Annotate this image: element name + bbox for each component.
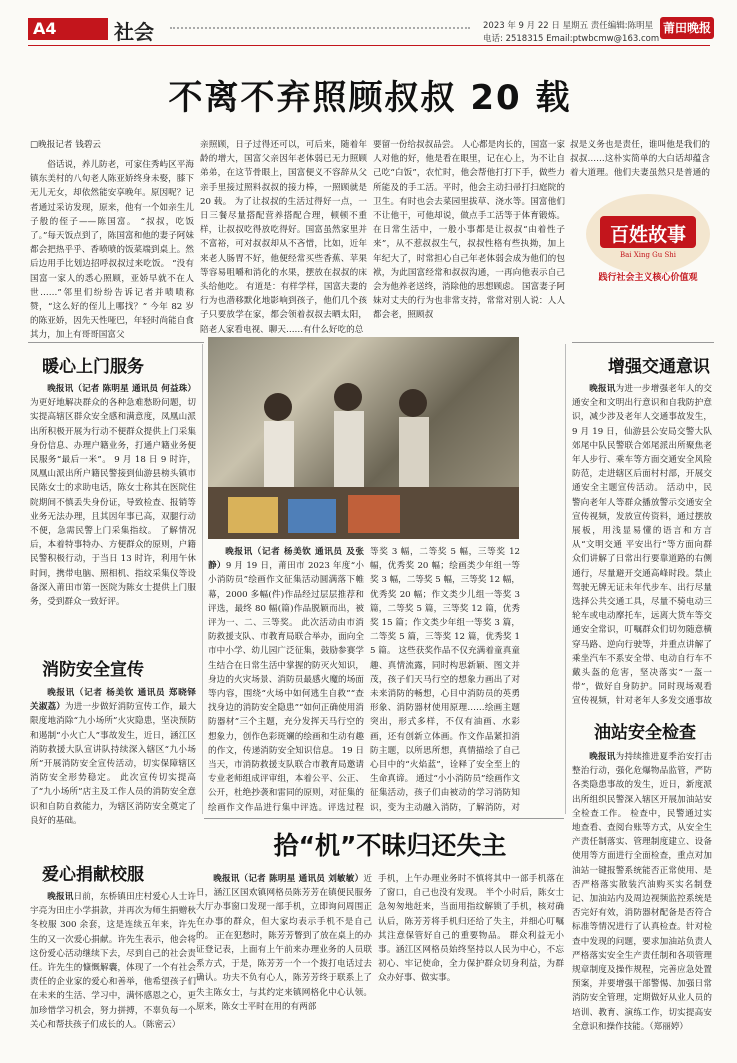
badge-title: 百姓故事 <box>609 224 686 246</box>
brief-title: 增强交通意识 <box>608 357 710 377</box>
brief-byline: 晚报讯（记者 杨美钦 通讯员 郑晓铎 关淑荔） <box>30 688 196 713</box>
brief-title: 爱心捐献校服 <box>42 865 144 885</box>
main-col-3: 要留一份给叔叔品尝。 人心都是肉长的，国富一家人对他的好，他是看在眼里，记在心上，为不让自己吃“白饭”，农忙时，他会帮他打打下手，做些力所能及的手工活。平时，他会主动扫帚打扫庭院的卫生。有时也会去菜园里拔草、浇水等。国富他们不让他干，可他却说，做点手工活等于体育锻炼。 在日常生活中，一般小事都是让叔叔“由着性子来”，从不惹叔叔生气，叔叔性格有些执拗，加上年纪大了，时常担心自己年老体弱会成为他们的包袱，为此国富经常和叔叔沟通，一再向他表示自己会为他养老送终，消除他的思想顾虑。 国富妻子阿妹对丈夫的行为也非常支持，常常对别人说：人人都会老，照顾叔 <box>373 140 565 321</box>
date: 2023 年 9 月 22 日 <box>483 21 560 31</box>
story-body: 近日，涵江区国欢镇网格员陈芳芳在镇便民服务大厅办事窗口发现一部手机，立即询问周围正在办事的群众，但大家均表示手机不是自己的。 正在犯愁时，陈芳芳瞥到了放在桌上的办证登记表，上面有上午前来办理业务的人员联系方式，于是，陈芳芳一个一个拨打电话过去确认。功夫不负有心人，陈芳芳终于联系上了失主陈女士，与其约定来镇网格化中心认领。原来，陈女士平时在用的有两部 <box>196 874 372 1012</box>
divider <box>28 342 204 343</box>
badge-slogan: 践行社会主义核心价值观 <box>598 273 698 283</box>
brief-body: 为更好地解决群众的各种急难愁盼问题，切实提高辖区群众安全感和满意度，凤凰山派出所积极开展为行动不便群众提供上门采集身份信息、办理户籍业务，打通户籍业务便民服务“最后一米”。 9 月 18 日 9 时许，凤凰山派出所户籍民警接到仙游县榜头镇市民陈女士的求助电话，陈女士称其在医院住院期间不慎丢失身份证，导致检查、报销等业务无法办理，且其因年事已高，双腿行动不便，急需民警上门采集指纹。 了解情况后，本着特事特办、方便群众的原则，户籍民警积极行动，于当日 13 时许，利用午休时间，携带电脑、照相机、指纹采集仪等设备深入莆田市第一医院为陈女士提供上门服务，受到群众一致好评。 <box>30 398 196 608</box>
brief-author: （郑丽婷） <box>649 1021 689 1032</box>
email: Email:ptwbcmw@163.com <box>546 34 660 44</box>
brief-title: 消防安全宣传 <box>42 660 144 680</box>
main-byline: □晚报记者 钱碧云 <box>30 140 102 150</box>
brief-body: 为进一步增强老年人的交通安全和文明出行意识和自我防护意识，减少涉及老年人交通事故发生，9 月 19 日，仙游县公安局交警大队郊尾中队民警联合郊尾派出所聚焦老年人步行、乘车等方面交通安全风险防范，走进辖区后面村村部，开展交通安全主题宣传活动。 活动中，民警向老年人等群众播放警示交通安全宣传视频，发放宣传资料，通过摆放展板，用浅显易懂的语言和方言从“文明交通 平安出行”等方面向群众们讲解了日常出行要靠道路的右侧通行，尽量避开交通高峰时段。禁止驾驶无牌无证未年代步车、出行尽量选择公共交通工具，尽量不骑电动三轮车或电动摩托车，远离大货车等交通安全常识，叮嘱群众们切勿随意横穿马路、逆向行驶等，并重点讲解了乘坐汽车不系安全带、电动自行车不戴头盔的危害，坚决落实“一盔一带”，做好自身防护。同时现场观看宣传视频，针对老年人多发交通事故 <box>572 384 712 707</box>
feature-byline: 晚报讯（记者 杨美钦 通讯员 及张静） <box>208 547 364 572</box>
news-photo <box>208 337 519 539</box>
masthead-info <box>483 19 653 31</box>
brief-text <box>30 890 196 1048</box>
story-text-1 <box>196 872 372 1054</box>
brief-body: 为持续推进夏季治安打击整治行动，强化危爆物品监管，严防各类隐患事故的发生，近日，新度派出所组织民警深入辖区开展加油站安全检查工作。 检查中，民警通过实地查看、查阅台账等方式，从安全生产责任制落实、管理制度建立、设备使用等方面进行全面检查，重点对加油站一键报警系统能否正常使用、是否严格落实散装汽油购买实名制登记、加油站内及周边视频监控系统是否完好有效，消防器材配备是否符合标准等情况进行了认真检查。针对检查中发现的问题，要求加油站负责人严格落实安全生产责任制和各项管理规章制度及操作规程，完善应急处置预案，并要增强干部警惕、加强日常消防安全管理，定期做好从业人员的培训、教育、演练工作，切实提高安全意识和操作技能。 <box>572 752 712 1032</box>
brief-title: 暖心上门服务 <box>42 357 144 377</box>
page-number: A4 <box>28 18 108 40</box>
brief-byline: 晚报讯 <box>589 752 616 762</box>
masthead <box>0 0 737 56</box>
brief-title: 油站安全检查 <box>594 723 696 743</box>
brief-text <box>30 686 196 846</box>
story-headline: 拾“机”不昧归还失主 <box>273 831 507 860</box>
feature-text-2: 等奖 3 幅，二等奖 5 幅，三等奖 12 幅，优秀奖 20 幅；绘画类少年组一等奖 3 幅，二等奖 5 幅，三等奖 12 幅，优秀奖 20 幅；作文类少儿组一等奖 3 篇，二等奖 5 篇，三等奖 12 篇，优秀奖 15 篇；作文类少年组一等奖 3 篇，二等奖 5 篇，三等奖 12 篇，优秀奖 15 篇。 这些获奖作品不仅充满着童真童趣、真情流露，同时构思新颖、图文并茂，孩子们天马行空的想象力画出了对未来消防的畅想，心目中消防员的英勇形象、消防器材使用原理……绘画主题突出，形式多样，不仅有油画、水彩画，还有创新立体画。作文作品紧扣消防主题，以所思所想，真情描绘了自己心目中的“火焰蓝”，诠释了安全至上的生命真谛。 通过“小小消防员”绘画作文征集活动，孩子们由被动的学习消防知识，变为主动融入消防，了解消防，对 <box>370 547 520 813</box>
brief-text <box>572 750 712 1050</box>
brief-byline: 晚报讯 <box>589 384 616 394</box>
masthead-rule <box>28 45 710 46</box>
column-rule <box>202 344 203 814</box>
story-byline: 晚报讯（记者 陈明星 通讯员 刘敏敏） <box>213 874 364 884</box>
divider <box>204 818 564 819</box>
badge-pinyin: Bai Xing Gu Shi <box>619 251 677 259</box>
divider <box>572 342 714 343</box>
section-name: 社会 <box>114 20 154 44</box>
brief-text <box>30 382 196 650</box>
column-badge <box>578 172 718 300</box>
weekday: 星期五 <box>562 21 589 31</box>
main-headline: 不离不弃照顾叔叔 20 载 <box>168 78 572 118</box>
feature-body: 9 月 19 日，莆田市 2023 年度“小小消防员”绘画作文征集活动圆满落下帷幕，2000 多幅(件)作品经过层层推荐和评选，最终 80 幅(篇)作品脱颖而出，被评为一、二、三等奖。 此次活动由市消防救援支队、市教育局联合举办，面向全市中小学、幼儿园广泛征集，鼓励参赛学生结合在日常生活中掌握的防灭火知识，身边的火灾场景、消防员最感火魔的场面等内容，围绕“火场中如何逃生自救”“查找身边的消防安全隐患”“如何正确使用消防器材”三个主题，充分发挥天马行空的想象力，创作色彩斑斓的绘画和生动有趣的作文，传递消防安全知识信息。 19 日当天，市消防救援支队联合市教育局邀请专业老师组成评审组，本着公平、公正、公开，杜绝抄袭和雷同的原则，对征集的绘画作文作品进行集中评选。评选过程 <box>208 561 364 813</box>
phone: 电话: 2518315 <box>483 34 544 44</box>
divider <box>170 27 470 29</box>
feature-text-1 <box>208 545 364 815</box>
editor: 责任编辑:陈明星 <box>590 21 654 31</box>
main-col-1: 俗话说，养儿防老，可家住秀屿区平海镇东美村的八旬老人陈亚娇终身未娶，膝下无儿无女，却依然能安享晚年。原因呢？记者通过采访发现，原来，他有一个如亲生儿子般的侄子——陈国富。 “叔叔，吃饭了。”每天饭点到了，陈国富和他的妻子阿妹都会把热乎乎、香喷喷的饭菜端到桌上。然后边用手比划边招呼叔叔过来吃饭。 “没有国富一家人的悉心照顾，亚娇早就不在人世……”邻里们纷纷告诉记者并啧啧称赞，“这么好的侄儿上哪找？” 今年 82 岁的陈亚娇，因先天性哑巴，年轻时尚能自食其力，加上有哥哥国富父 <box>30 160 194 341</box>
column-rule <box>565 344 566 814</box>
main-col-4: 叔是义务也是责任，谁叫他是我们的叔叔……这朴实简单的大白话却蕴含着大道理。他们夫妻虽然只是普通的 <box>570 140 710 178</box>
brief-byline: 晚报讯（记者 陈明星 通讯员 何益珠） <box>47 384 196 394</box>
brief-author: （陈密云） <box>141 1019 181 1030</box>
newspaper-logo: 莆田晚报 <box>660 17 714 39</box>
story-text-2: 手机，上午办理业务时不慎将其中一部手机落在了窗口，自己也没有发现。 半个小时后，陈女士急匆匆地赶来，当面用指纹解锁了手机，核对确认后，陈芳芳将手机归还给了失主，并细心叮嘱其注意保管好自己的重要物品。 群众利益无小事。涵江区网格员始终坚持以人民为中心，不忘初心、牢记使命，全力保护群众切身利益，为群众办好事、做实事。 <box>378 874 564 984</box>
masthead-contact <box>483 32 659 44</box>
main-col-2: 亲照顾，日子过得还可以，可后来，随着年龄的增大，国富父亲因年老体弱已无力照顾弟弟，在这节骨眼上，国富便义不容辞从父亲手里接过照料叔叔的接力棒，一照顾就是 20 载。 为了让叔叔的生活过得好一点，一日三餐尽量搭配营养搭配合理，顿顿不重样，让叔叔吃得放吃得好。国富虽然家里并不富裕，可对叔叔却从不吝惜，比如，近年来老人肠胃不好，他便经常买些香蕉、苹果等容易咀嚼和消化的水果，摆放在叔叔的床头给他吃。 有道是：有样学样，国富夫妻的行为也潜移默化地影响到孩子，他们几个孩子只要放学在家，都会领着叔叔去晒太阳，陪老人家看电视、聊天……有什么好吃的总 <box>200 140 367 335</box>
brief-body: 为进一步做好消防宣传工作，最大限度地消除“九小场所”火灾隐患，坚决预防和遏制“小火亡人”事故发生，近日，涵江区消防救援大队宣讲队持续深入辖区“九小场所”开展消防安全宣传活动，切实保障辖区消防安全形势稳定。 此次宣传切实提高了“九小场所”店主及工作人员的消防安全意识和自防自救能力，为辖区消防安全奠定了良好的基础。 <box>30 702 196 826</box>
photo-illustration <box>208 337 519 539</box>
brief-byline: 晚报讯 <box>47 892 74 902</box>
brief-body: 日前，东桥镇田庄村爱心人士许宇亮为田庄小学捐款，并再次为师生捐赠秋冬校服 300 余套，这是连续五年来，许先生的又一次爱心捐献。许先生表示，他会将这份爱心活动继续下去，尽到自己的社会责任。许先生的慷慨解囊，体现了一个有社会责任的企业家的爱心和善举，他希望孩子们在未来的生活、学习中，满怀感恩之心，更加珍惜学习机会，努力拼搏，不辜负每一个关心和帮扶孩子们成长的人。 <box>30 892 196 1030</box>
brief-text <box>572 382 712 710</box>
